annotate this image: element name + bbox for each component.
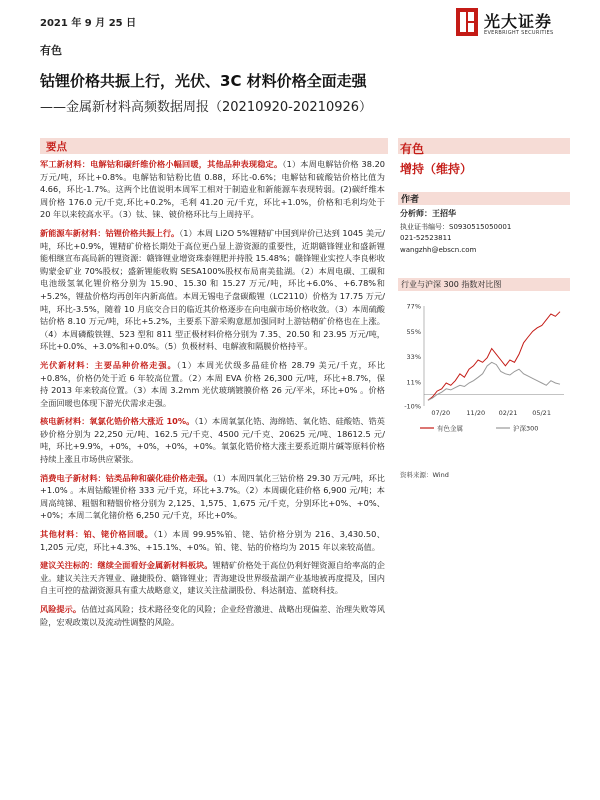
paragraph-text: （1）本周电解钴价格 38.20 万元/吨，环比+0.8%。电解钴和钴粉比值 0.88，环比-0.6%；电解钴和硫酸钴价格比值为 4.66，环比-1.7%。这两个比值说明本周军工相对于制造业和新能源车表现转弱。(2)碳纤维本周价格 176.0 元/千克,环比+0.2%，毛利 41.20 元/千克，环比+1.0%，价格和毛利均处于 20 年以来较高水平。（3）钛、铼、铍价格环比与上周持平。	[40, 159, 385, 220]
author-header-label: 作者	[401, 195, 420, 205]
author-header	[398, 192, 570, 205]
index-comparison-chart	[398, 296, 570, 446]
paragraph-lead: 消费电子新材料：钴类品种和碳化硅价格走强。	[40, 472, 213, 483]
paragraph-text: 锂精矿价格处于高位仍利好锂资源自给率高的企业。建议关注天齐锂业、融捷股份、赣锋锂业；青海建设世界级盐湖产业基地被再度提及，国内自主可控的盐湖资源具有重大战略意义，建议关注盐湖股份、科达制造、蓝晓科技。	[40, 560, 385, 596]
analyst-name: 分析师：王招华	[400, 209, 456, 218]
summary-paragraph	[40, 472, 385, 522]
y-tick-label: 11%	[406, 378, 421, 387]
legend-label: 沪深300	[513, 424, 539, 433]
paragraph-lead: 新能源车新材料：钴锂价格共振上行。	[40, 227, 180, 238]
report-date: 2021 年 9 月 25 日	[40, 18, 137, 29]
analyst-cert: 执业证书编号：S0930515050001	[400, 223, 512, 231]
paragraph-text: （1）本周四氧化三钴价格 29.30 万元/吨，环比+1.0% 。本周钴酸锂价格 333 元/千克，环比+3.7%。（2）本周碳化硅价格 6,900 元/吨；本周高纯锑、粗铟和精铟价格分别为 2,125、1,575、1,675 元/千克，分别环比+0%、+0%、+0%；本周二氧化锗价格 6,250 元/千克，环比+0%。	[40, 472, 385, 521]
paragraph-text: （1）本周光伏级多晶硅价格 28.79 美元/千克，环比+0.8%，价格仍处于近 6 年较高位置。（2）本周 EVA 价格 26,300 元/吨，环比+8.7%，保持 2013 年来较高位置。（3）本周 3.2mm 光伏玻璃镀膜价格 26 元/平米，环比+0% 。价格全面回暖也体现下游光伏需求走强。	[40, 359, 385, 408]
series-lines	[428, 312, 560, 401]
summary-paragraph	[40, 603, 385, 628]
report-subtitle: ——金属新材料高频数据周报（20210920-20210926）	[40, 100, 373, 115]
y-tick-label: 77%	[406, 302, 421, 311]
analyst-email[interactable]: wangzhh@ebscn.com	[400, 246, 477, 254]
summary-header-label: 要点	[46, 141, 67, 153]
x-tick-label: 02/21	[498, 409, 518, 417]
report-title: 钴锂价格共振上行，光伏、3C 材料价格全面走强	[40, 72, 367, 90]
paragraph-text: （1）本周氧氯化锆、海绵锆、氧化锆、硅酸锆、锆英砂价格分别为 22,250 元/吨、162.5 元/千克、4500 元/千克、20625 元/吨、18612.5 元/吨，环比+9.9%，+0%，+0%，+0%，+0%。氧氯化锆价格大涨主要系近期片碱等原料价格持续上涨且市场供应紧张。	[40, 416, 385, 465]
sector-label: 有色	[40, 44, 62, 57]
chart-header-label: 行业与沪深 300 指数对比图	[401, 280, 502, 289]
paragraph-text: （1）本周 Li2O 5%锂精矿中国到岸价已达到 1045 美元/吨，环比+0.9%，锂精矿价格长期处于高位更凸显上游资源的重要性，近期赣锋锂业和盛新锂能相继宣布高局新的锂资源：赣锋锂业增资珠泰锂肥并持股 15.48%；赣锋锂业实控人李良彬收购蒙金矿业 70%股权；盛新锂能收购 SESA100%股权布局南美盐湖。（2）本周电碳、工碳和电池级氢氧化锂价格分别为 15.90、15.30 和 15.27 万元/吨，环比+6.0%、+6.78%和+5.2%，锂盐价格均再创年内新高值。本周无锡电子盘碳酸锂（LC2110）价格为 17.75 万元/吨，环比-3.5%，随着 10 月底交合日的临近其价格逐步在向电碳市场价格收敛。（3）本周硫酸钴价格 8.10 万元/吨，环比+5.2%，主要系下游采购意愿加强同时上游钴精矿价格也在上涨。（4）本周磷酸铁锂、523 型和 811 型正极材料价格分别为 7.35、20.50 和 23.95 万元/吨，环比+0.0%、+3.0%和+0.0%。（5）负极材料、电解液和隔膜价格持平。	[40, 227, 385, 352]
series-line-0	[428, 312, 560, 401]
summary-paragraph	[40, 528, 385, 553]
paragraph-text: 估值过高风险；技术路径变化的风险；企业经营激进、战略出现偏差、治理失败等风险，宏观政策以及流动性调整的风险。	[40, 604, 385, 627]
summary-paragraph	[40, 227, 385, 353]
summary-header	[40, 138, 388, 154]
analyst-phone: 021-52523811	[400, 234, 452, 242]
rating-value: 增持（维持）	[400, 162, 473, 176]
y-tick-label: -10%	[404, 402, 421, 411]
paragraph-text: （1）本周 99.95%铂、铑、钴价格分别为 216、3,430.50、1,205 元/克，环比+4.3%、+15.1%、+0%。铂、铑、钴的价格均为 2015 年以来较高值。	[40, 529, 385, 552]
summary-paragraph	[40, 359, 385, 409]
chart-legend	[420, 424, 538, 433]
chart-source: 资料来源：Wind	[400, 471, 449, 479]
x-tick-label: 07/20	[431, 409, 451, 417]
summary-body	[40, 158, 385, 634]
summary-paragraph	[40, 158, 385, 221]
x-axis	[431, 409, 551, 417]
legend-label: 有色金属	[437, 424, 463, 433]
summary-paragraph	[40, 559, 385, 597]
logo-text-en: EVERBRIGHT SECURITIES	[484, 30, 554, 36]
paragraph-lead: 光伏新材料：主要品种价格走强。	[40, 359, 177, 370]
x-tick-label: 05/21	[532, 409, 551, 417]
logo-mark-icon	[456, 8, 478, 36]
chart-header	[398, 278, 570, 291]
paragraph-lead: 核电新材料：氧氯化锆价格大涨近 10%。	[40, 416, 195, 427]
paragraph-lead: 军工新材料：电解钴和碳纤维价格小幅回暖，其他品种表现稳定。	[40, 159, 283, 169]
summary-paragraph	[40, 415, 385, 465]
y-tick-label: 55%	[406, 327, 421, 336]
company-logo	[456, 8, 586, 40]
y-axis	[404, 303, 421, 411]
logo-text-cn: 光大证券	[484, 12, 553, 31]
rating-sector: 有色	[400, 142, 425, 156]
paragraph-lead: 风险提示。	[40, 604, 82, 614]
paragraph-lead: 其他材料：铂、铑价格回暖。	[40, 529, 154, 540]
y-tick-label: 33%	[406, 353, 421, 362]
x-tick-label: 11/20	[466, 409, 486, 417]
paragraph-lead: 建议关注标的：继续全面看好金属新材料板块。	[40, 560, 213, 571]
